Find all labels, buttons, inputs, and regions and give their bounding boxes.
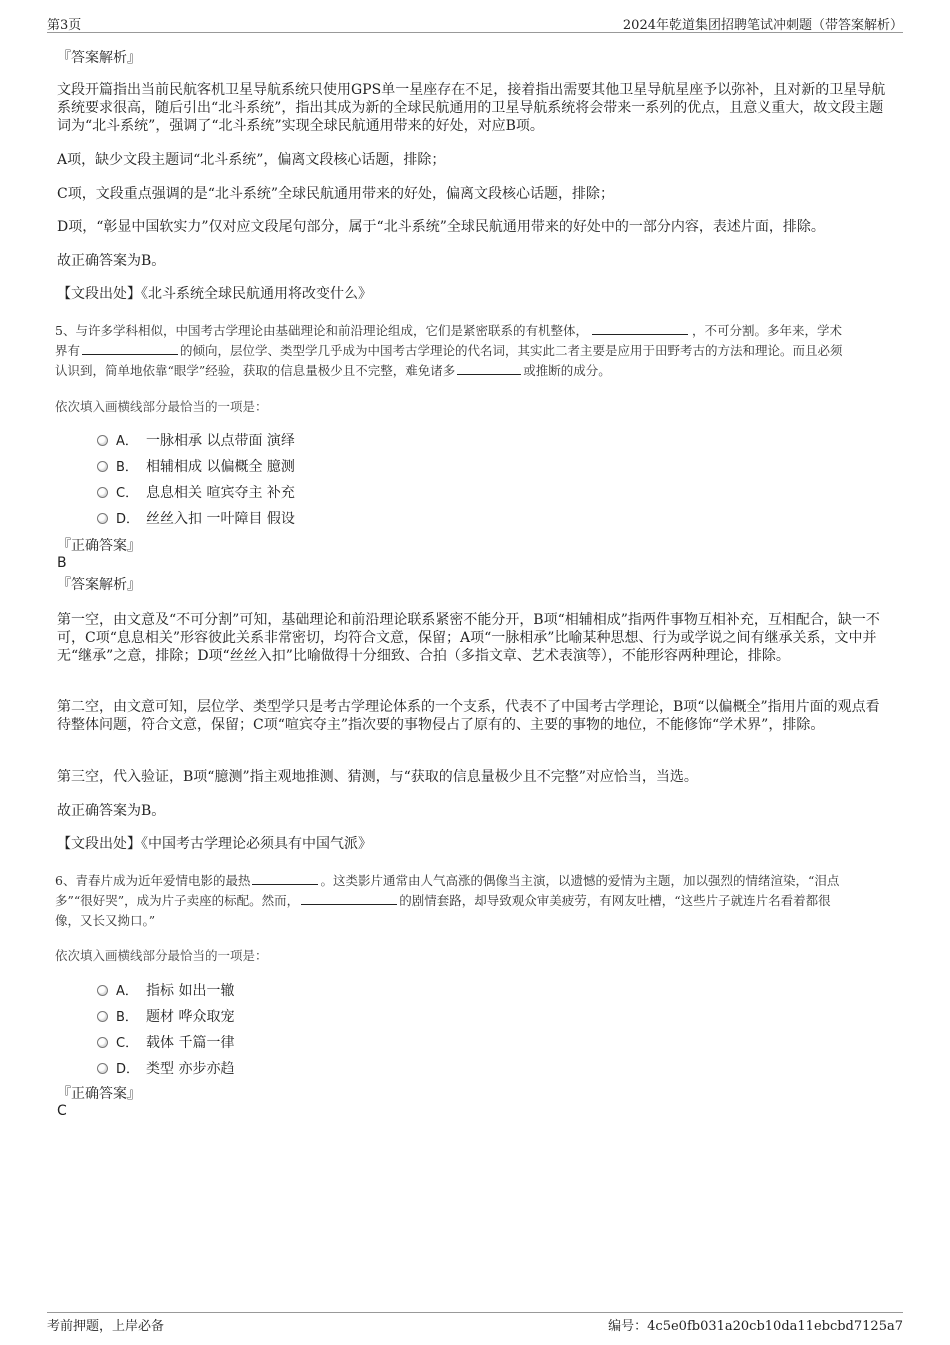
q4-analysis-para-2: A项，缺少文段主题词“北斗系统”，偏离文段核心话题，排除； (57, 152, 446, 168)
q4-analysis-title: 『答案解析』 (57, 50, 141, 66)
q5-correct-title: 『正确答案』 (57, 538, 141, 554)
q5-option-a[interactable]: A． 一脉相承 以点带面 演绎 (97, 430, 295, 450)
radio-icon[interactable] (97, 985, 108, 996)
q5-correct-answer: B (57, 555, 67, 571)
radio-icon[interactable] (97, 435, 108, 446)
q6-question: 6、青春片成为近年爱情电影的最热 。这类影片通常由人气高涨的偶像当主演，以遗憾的爱情为主题，加以强烈的情绪渲染，“泪点 多”“很好哭”，成为片子卖座的标配。然而， 的剧情套路，却导致观众审美疲劳，有网友吐槽，“这些片子就连片名看着都很 像，又长又拗口。” (55, 873, 840, 928)
q6-correct-title: 『正确答案』 (57, 1086, 141, 1102)
document-title: 2024年乾道集团招聘笔试冲刺题（带答案解析） (622, 18, 903, 33)
q6-blank-1 (252, 872, 318, 885)
q5-option-b[interactable]: B． 相辅相成 以偏概全 臆测 (97, 456, 295, 476)
q6-option-a[interactable]: A． 指标 如出一辙 (97, 980, 234, 1000)
q5-option-d[interactable]: D． 丝丝入扣 一叶障目 假设 (97, 508, 295, 528)
q6-correct-answer: C (57, 1103, 67, 1119)
q5-blank-2 (82, 342, 178, 355)
q4-conclusion: 故正确答案为B。 (57, 253, 166, 269)
q5-prompt: 依次填入画横线部分最恰当的一项是： (55, 399, 268, 414)
page-number: 第3页 (47, 18, 82, 33)
q4-analysis-para-3: C项，文段重点强调的是“北斗系统”全球民航通用带来的好处，偏离文段核心话题，排除； (57, 186, 615, 202)
q5-source: 【文段出处】《中国考古学理论必须具有中国气派》 (57, 836, 372, 852)
radio-icon[interactable] (97, 513, 108, 524)
footer-slogan: 考前押题，上岸必备 (47, 1319, 165, 1334)
q5-analysis-title: 『答案解析』 (57, 577, 141, 593)
page-header (47, 14, 903, 33)
q5-analysis-para-2: 第二空，由文意可知，层位学、类型学只是考古学理论体系的一个支系，代表不了中国考古学理论，B项“以偏概全”指用片面的观点看待整体问题，符合文意，保留；C项“喧宾夺主”指次要的事物侵占了原有的、主要的事物的地位，不能修饰“学术界”，排除。 (57, 699, 880, 733)
q6-blank-2 (301, 892, 397, 905)
q4-source: 【文段出处】《北斗系统全球民航通用将改变什么》 (57, 286, 372, 302)
radio-icon[interactable] (97, 461, 108, 472)
radio-icon[interactable] (97, 1011, 108, 1022)
radio-icon[interactable] (97, 1063, 108, 1074)
q6-option-b[interactable]: B． 题材 哗众取宠 (97, 1006, 234, 1026)
radio-icon[interactable] (97, 1037, 108, 1048)
q5-analysis-para-3: 第三空，代入验证，B项“臆测”指主观地推测、猜测，与“获取的信息量极少且不完整”对应恰当，当选。 (57, 769, 698, 785)
q5-analysis-para-1: 第一空，由文意及“不可分割”可知，基础理论和前沿理论联系紧密不能分开，B项“相辅相成”指两件事物互相补充，互相配合，缺一不可，C项“息息相关”形容彼此关系非常密切，均符合文意，保留；A项“一脉相承”比喻某种思想、行为或学说之间有继承关系，文中并无“继承”之意，排除；D项“丝丝入扣”比喻做得十分细致、合拍（多指文章、艺术表演等），不能形容两种理论，排除。 (57, 612, 880, 664)
document-code: 编号：4c5e0fb031a20cb10da11ebcbd7125a7 (608, 1319, 903, 1334)
q4-analysis-para-1: 文段开篇指出当前民航客机卫星导航系统只使用GPS单一星座存在不足，接着指出需要其他卫星导航星座予以弥补，且对新的卫星导航系统要求很高，随后引出“北斗系统”，指出其成为新的全球民航通用的卫星导航系统将会带来一系列的优点，且意义重大，故文段主题词为“北斗系统”，强调了“北斗系统”实现全球民航通用带来的好处，对应B项。 (57, 82, 886, 134)
q6-option-d[interactable]: D． 类型 亦步亦趋 (97, 1058, 234, 1078)
radio-icon[interactable] (97, 487, 108, 498)
q5-blank-1 (592, 322, 688, 335)
q5-conclusion: 故正确答案为B。 (57, 803, 166, 819)
q5-question: 5、与许多学科相似，中国考古学理论由基础理论和前沿理论组成，它们是紧密联系的有机整体， ，不可分割。多年来，学术 界有 的倾向，层位学、类型学几乎成为中国考古学理论的代名词，其实此二者主要是应用于田野考古的方法和理论。而且必须 认识到，简单地依靠“眼学”经验，获取的信息量极少且不完整，难免诸多 或推断的成分。 (55, 323, 843, 378)
q4-analysis-para-4: D项，“彰显中国软实力”仅对应文段尾句部分，属于“北斗系统”全球民航通用带来的好处中的一部分内容，表述片面，排除。 (57, 219, 825, 235)
q6-option-c[interactable]: C． 载体 千篇一律 (97, 1032, 234, 1052)
q5-option-c[interactable]: C． 息息相关 喧宾夺主 补充 (97, 482, 295, 502)
q6-prompt: 依次填入画横线部分最恰当的一项是： (55, 948, 268, 963)
q5-blank-3 (457, 362, 521, 375)
page-footer (47, 1312, 903, 1333)
